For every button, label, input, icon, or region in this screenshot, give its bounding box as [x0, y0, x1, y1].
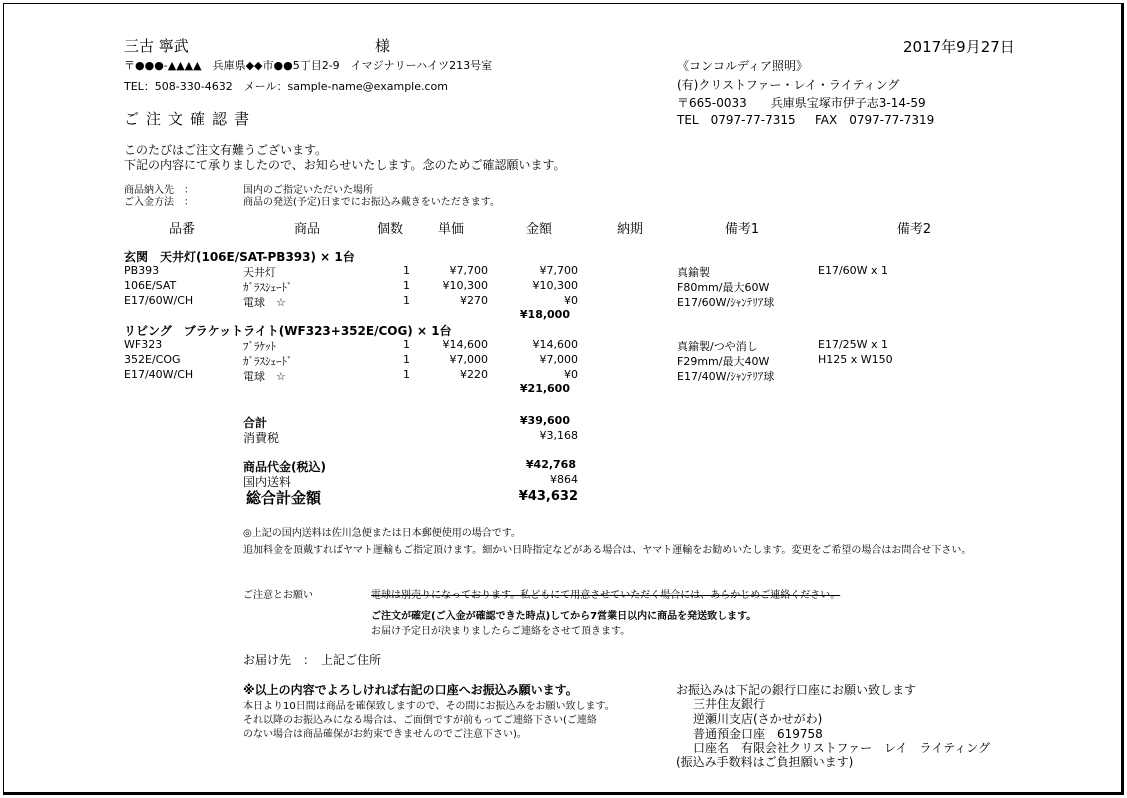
caution-label: ご注意とお願い [243, 590, 313, 601]
customer-honorific: 様 [375, 37, 391, 55]
tax-value: ¥3,168 [539, 429, 578, 442]
customer-address: 〒●●●-▲▲▲▲ 兵庫県◆◆市●●5丁目2-9 イマジナリーハイツ213号室 [124, 59, 493, 72]
item-product: 天井灯 [243, 266, 276, 279]
column-header: 納期 [616, 222, 643, 237]
item-note1: 真鍮製/つや消し [677, 340, 758, 353]
shipping-label: 国内送料 [243, 475, 292, 489]
column-header: 個数 [376, 222, 403, 237]
info-value: 国内のご指定いただいた場所 [243, 185, 373, 196]
customer-name: 三古 寧武 [124, 37, 189, 55]
bank-line: 口座名 有限会社クリストファー レイ ライティング [693, 741, 991, 755]
group-subtotal: ¥21,600 [519, 382, 570, 395]
tax-label: 消費税 [243, 431, 280, 445]
item-unit-price: ¥14,600 [442, 338, 488, 351]
shipping-note: 追加料金を頂戴すればヤマト運輸もご指定頂けます。細かい日時指定などがある場合は、ヤマト運輸をお勧めいたします。変更をご希望の場合はお問合せ下さい。 [243, 545, 972, 556]
column-header: 商品 [293, 222, 320, 237]
greeting-line: このたびはご注文有難うございます。 [124, 143, 328, 157]
seller-address: 〒665-0033 兵庫県宝塚市伊子志3-14-59 [677, 96, 926, 110]
customer-contact: TEL：508-330-4632 メール：sample-name@example.com [124, 80, 448, 93]
greeting-line: 下記の内容にて承りましたので、お知らせいたします。念のためご確認願います。 [124, 158, 566, 172]
item-note1: 真鍮製 [677, 266, 710, 279]
document-title: ご注文確認書 [124, 110, 257, 128]
item-note1: F80mm/最大60W [677, 281, 770, 294]
taxin-value: ¥42,768 [525, 458, 576, 471]
column-header: 備考2 [896, 222, 932, 237]
bank-line: 三井住友銀行 [693, 697, 766, 711]
shipping-note: ◎上記の国内送料は佐川急便または日本郵便使用の場合です。 [243, 528, 521, 539]
column-header: 品番 [168, 222, 195, 237]
item-qty: 1 [403, 338, 410, 351]
seller-fax: FAX 0797-77-7319 [815, 113, 935, 127]
grand-total-label: 総合計金額 [246, 489, 322, 507]
sum-value: ¥39,600 [519, 414, 570, 427]
item-code: WF323 [124, 338, 163, 351]
item-note1: E17/60W/ｼｬﾝﾃﾘｱ球 [677, 296, 775, 309]
item-unit-price: ¥220 [460, 368, 488, 381]
item-code: 352E/COG [124, 353, 181, 366]
seller-brand: 《コンコルディア照明》 [677, 59, 809, 73]
item-qty: 1 [403, 294, 410, 307]
delivery-destination: お届け先 ： 上記ご住所 [243, 653, 382, 667]
taxin-label: 商品代金(税込) [243, 460, 326, 474]
item-amount: ¥7,700 [539, 264, 578, 277]
item-product: ｶﾞﾗｽｼｪｰﾄﾞ [243, 355, 293, 368]
payment-line: それ以降のお振込みになる場合は、ご面倒ですが前もってご連絡下さい(ご連絡 [243, 715, 597, 726]
item-amount: ¥10,300 [532, 279, 578, 292]
item-qty: 1 [403, 353, 410, 366]
item-code: E17/60W/CH [124, 294, 194, 307]
bank-line: 逆瀬川支店(さかせがわ) [693, 712, 823, 726]
group-subtotal: ¥18,000 [519, 308, 570, 321]
item-product: ｶﾞﾗｽｼｪｰﾄﾞ [243, 281, 293, 294]
item-product: 電球 ☆ [243, 296, 286, 309]
caution-line: お届け予定日が決まりましたらご連絡をさせて頂きます。 [371, 626, 631, 637]
bank-fee-note: (振込み手数料はご負担願います) [676, 755, 854, 769]
item-note1: E17/40W/ｼｬﾝﾃﾘｱ球 [677, 370, 775, 383]
item-code: E17/40W/CH [124, 368, 194, 381]
group-title: 玄関 天井灯(106E/SAT-PB393) × 1台 [124, 250, 355, 264]
info-value: 商品の発送(予定)日までにお振込み戴きをいただきます。 [243, 197, 501, 208]
item-unit-price: ¥7,700 [449, 264, 488, 277]
item-product: 電球 ☆ [243, 370, 286, 383]
info-label: 商品納入先 ： [124, 185, 194, 196]
group-title: リビング ブラケットライト(WF323+352E/COG) × 1台 [124, 324, 452, 338]
issue-date: 2017年9月27日 [903, 38, 1015, 56]
item-code: 106E/SAT [124, 279, 177, 292]
item-amount: ¥0 [564, 368, 578, 381]
item-unit-price: ¥270 [460, 294, 488, 307]
item-note2: H125 x W150 [818, 353, 893, 366]
item-product: ﾌﾞﾗｹｯﾄ [243, 340, 276, 353]
item-code: PB393 [124, 264, 160, 277]
item-qty: 1 [403, 264, 410, 277]
caution-line: ご注文が確定(ご入金が確認できた時点)してから7営業日以内に商品を発送致します。 [371, 611, 757, 622]
bank-line: 普通預金口座 619758 [693, 727, 823, 741]
seller-tel: TEL 0797-77-7315 [677, 113, 796, 127]
payment-heading: ※以上の内容でよろしければ右記の口座へお振込み願います。 [243, 683, 578, 697]
bank-heading: お振込みは下記の銀行口座にお願い致します [676, 683, 917, 697]
seller-company: (有)クリストファー・レイ・ライティング [677, 78, 900, 92]
item-unit-price: ¥10,300 [442, 279, 488, 292]
item-amount: ¥0 [564, 294, 578, 307]
shipping-value: ¥864 [550, 473, 578, 486]
item-note1: F29mm/最大40W [677, 355, 770, 368]
item-amount: ¥7,000 [539, 353, 578, 366]
column-header: 金額 [525, 222, 552, 237]
column-header: 単価 [437, 222, 464, 237]
payment-line: のない場合は商品確保がお約束できませんのでご注意下さい)。 [243, 729, 527, 740]
payment-line: 本日より10日間は商品を確保致しますので、その間にお振込みをお願い致します。 [243, 701, 615, 712]
column-header: 備考1 [724, 222, 760, 237]
sum-label: 合計 [243, 416, 268, 430]
caution-line: 電球は別売りになっております。私どもにて用意させていただく場合には、あらかじめご連絡ください。 [371, 590, 841, 601]
item-amount: ¥14,600 [532, 338, 578, 351]
grand-total-value: ¥43,632 [518, 489, 578, 504]
item-note2: E17/25W x 1 [818, 338, 889, 351]
info-label: ご入金方法 ： [124, 197, 194, 208]
item-unit-price: ¥7,000 [449, 353, 488, 366]
item-qty: 1 [403, 368, 410, 381]
item-qty: 1 [403, 279, 410, 292]
item-note2: E17/60W x 1 [818, 264, 889, 277]
